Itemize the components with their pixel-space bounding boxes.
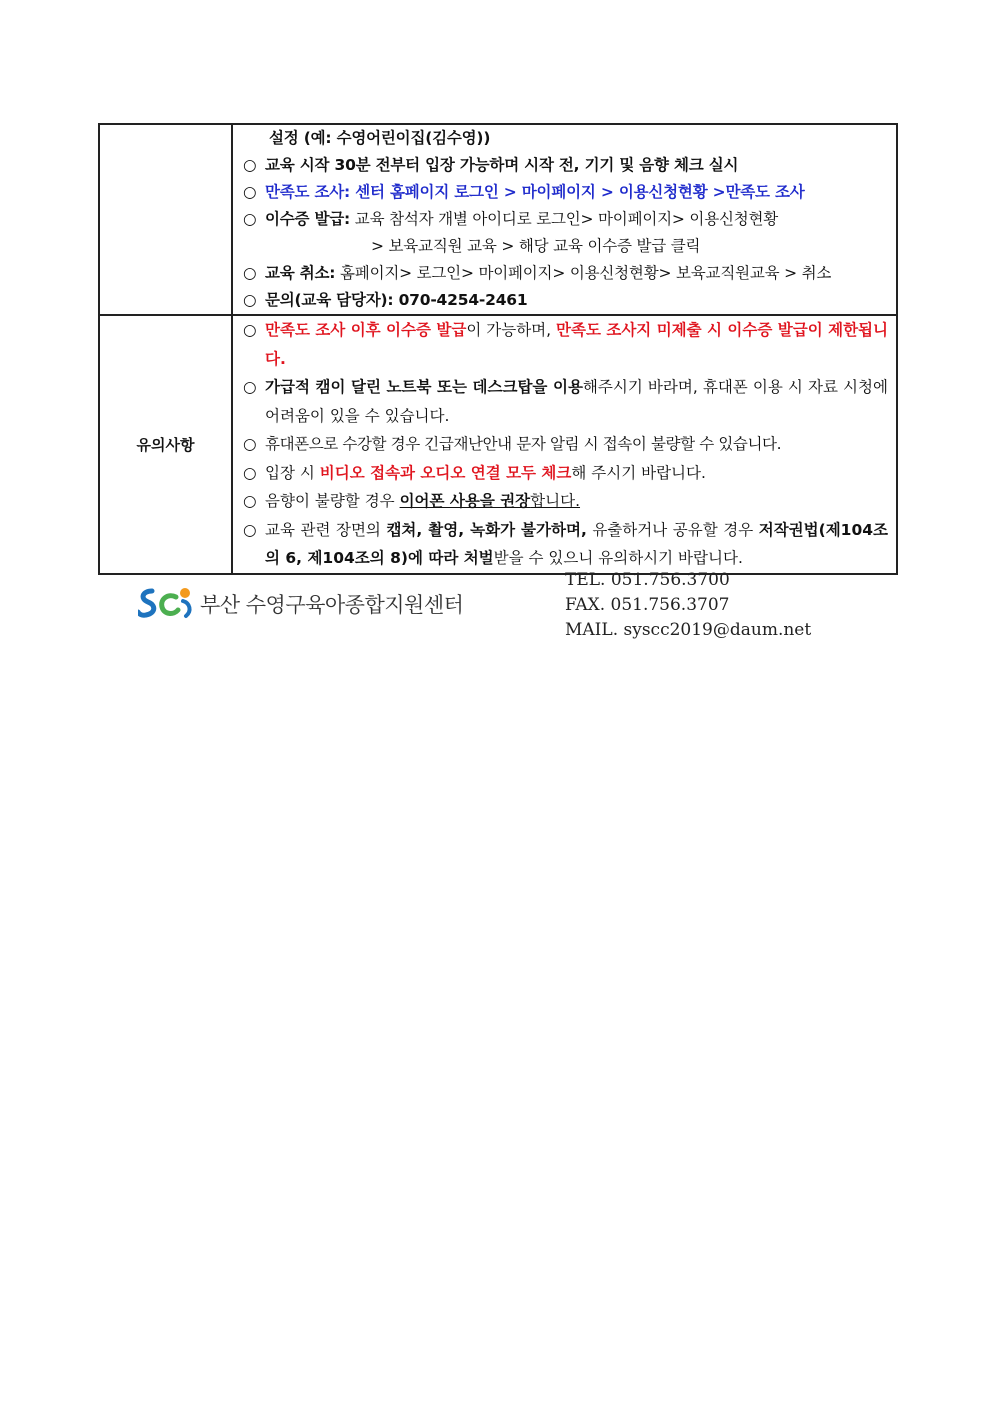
center-name: 부산 수영구육아종합지원센터	[200, 593, 464, 617]
line-contact: ○ 문의(교육 담당자): 070-4254-2461	[243, 291, 528, 309]
info-table	[98, 123, 898, 575]
contact-tel: TEL. 051.756.3700	[565, 570, 730, 590]
note-device: ○ 가급적 캠이 달린 노트북 또는 데스크탑을 이용해주시기 바라며, 휴대폰 이용 시 자료 시청에 어려움이 있을 수 있습니다.	[243, 378, 888, 425]
note-survey: ○ 만족도 조사 이후 이수증 발급이 가능하며, 만족도 조사지 미제출 시 이수증 발급이 제한됩니다.	[243, 321, 888, 368]
row-procedure	[99, 124, 897, 315]
row-notes	[99, 315, 897, 574]
contact-mail: MAIL. syscc2019@daum.net	[565, 620, 812, 640]
notes-content	[232, 315, 897, 574]
center-logo-icon	[138, 585, 196, 621]
line-entry-time: ○ 교육 시작 30분 전부터 입장 가능하며 시작 전, 기기 및 음향 체크 실시	[243, 156, 739, 174]
center-logo	[138, 585, 478, 621]
line-certificate: ○ 이수증 발급: 교육 참석자 개별 아이디로 로그인> 마이페이지> 이용신청현황	[243, 210, 779, 228]
row-label-empty	[99, 124, 232, 315]
row-label-notes: 유의사항	[99, 315, 232, 574]
note-entry-check: ○ 입장 시 비디오 접속과 오디오 연결 모두 체크해 주시기 바랍니다.	[243, 463, 706, 482]
line-setting: 설정 (예: 수영어린이집(김수영))	[269, 129, 491, 147]
note-audio: ○ 음향이 불량할 경우 이어폰 사용을 권장합니다.	[243, 492, 581, 510]
line-survey: ○ 만족도 조사: 센터 홈페이지 로그인 > 마이페이지 > 이용신청현황 >만족도 조사	[243, 183, 805, 201]
contact-block	[565, 568, 811, 643]
procedure-content	[232, 124, 897, 315]
note-copyright: ○ 교육 관련 장면의 캡쳐, 촬영, 녹화가 불가하며, 유출하거나 공유할 경우 저작권법(제104조의 6, 제104조의 8)에 따라 처벌받을 수 있으니 유의하시기 바랍니다.	[243, 520, 888, 567]
line-cancel: ○ 교육 취소: 홈페이지> 로그인> 마이페이지> 이용신청현황> 보육교직원교육 > 취소	[243, 264, 832, 282]
contact-fax: FAX. 051.756.3707	[565, 595, 730, 615]
note-phone: ○ 휴대폰으로 수강할 경우 긴급재난안내 문자 알림 시 접속이 불량할 수 있습니다.	[243, 435, 782, 453]
line-certificate-cont: > 보육교직원 교육 > 해당 교육 이수증 발급 클릭	[371, 237, 701, 255]
